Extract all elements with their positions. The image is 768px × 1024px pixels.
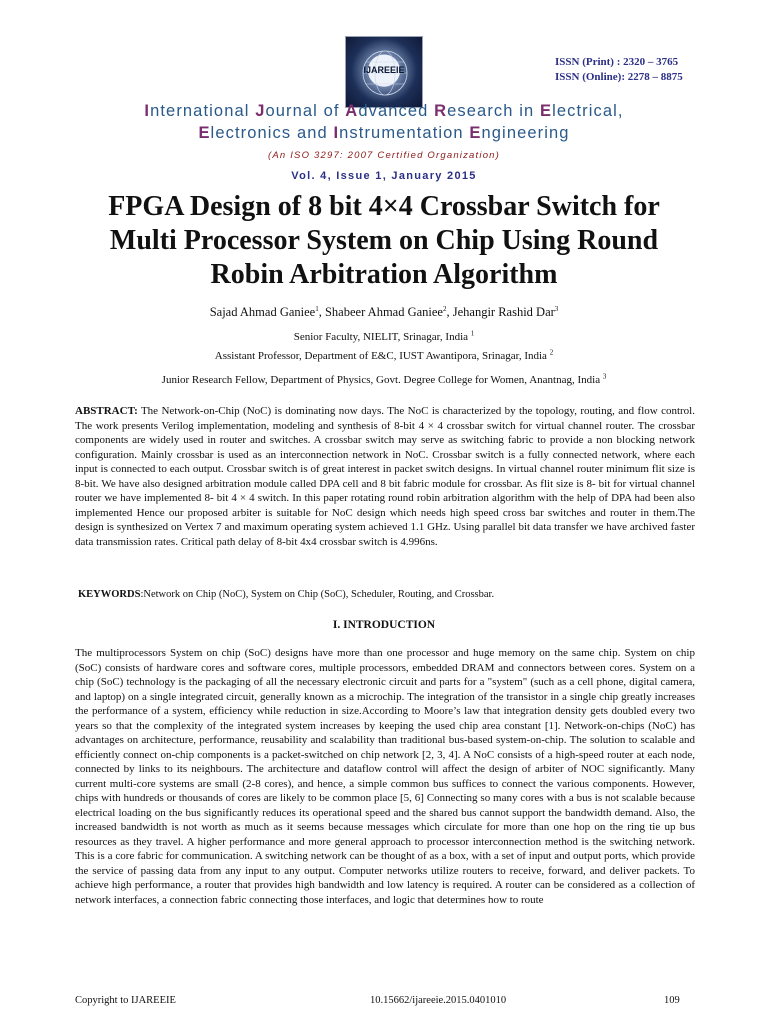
journal-title-initial: R bbox=[434, 102, 448, 120]
paper-title-line: Multi Processor System on Chip Using Round bbox=[109, 225, 659, 256]
issn-online: ISSN (Online): 2278 – 8875 bbox=[555, 71, 683, 83]
journal-title-initial: I bbox=[144, 102, 151, 120]
affiliation-sup: 2 bbox=[549, 348, 554, 357]
author-name: Shabeer Ahmad Ganiee bbox=[324, 305, 443, 319]
affiliation bbox=[40, 374, 728, 386]
journal-title-initial: J bbox=[255, 102, 266, 120]
paper-title-line: FPGA Design of 8 bit 4×4 Crossbar Switch for bbox=[108, 191, 660, 222]
affiliation-text: Assistant Professor, Department of E&C, IUST Awantipora, Srinagar, India bbox=[214, 350, 550, 362]
journal-title-initial: E bbox=[198, 124, 211, 142]
paper-title-line: Robin Arbitration Algorithm bbox=[210, 259, 558, 290]
issn-print: ISSN (Print) : 2320 – 3765 bbox=[555, 56, 679, 68]
section-heading: I. INTRODUCTION bbox=[332, 619, 436, 631]
page-number: 109 bbox=[664, 995, 680, 1006]
journal-title-initial: E bbox=[469, 124, 482, 142]
affiliation-text: Senior Faculty, NIELIT, Srinagar, India bbox=[293, 331, 471, 343]
abstract-text: The Network-on-Chip (NoC) is dominating now days. The NoC is characterized by the topology, routing, and flow control. The work presents Verilog implementation, modeling and synthesis of 8-bit 4 × 4 crossbar switch for virtual channel router. The crossbar components are widely used in router and switches. A crossbar switch may serve as switching fabric to provide a non blocking network configuration. Mainly crossbar is used as an interconnection network in NoC. Crossbar switch is a fully connected network, where each input is connected to each output. Crossbar switch is of great interest in packet switch designs. In virtual channel router minimum flit size is 8-bit. We have also designed arbitration module called DPA cell and 8 bit fabric module for crossbar. As flit size is 8- bit for virtual channel router we have implemented 8- bit 4 × 4 switch. In this paper rotating round robin arbitration algorithm with the help of DPA had been also implemented Hence our proposed arbiter is suitable for NoC design which needs high speed cross bar switches and router in them.The design is synthesized on Vertex 7 and maximum operating system achieved 1.1 GHz. Using parallel bit data transfer we have archived faster data transmission rates. Critical path delay of 8-bit 4x4 crossbar switch is 4.996ns. bbox=[75, 405, 695, 548]
journal-title-initial: E bbox=[539, 102, 553, 120]
issn-block bbox=[555, 55, 735, 85]
author-name: Jehangir Rashid Dar bbox=[452, 305, 555, 319]
author-name: Sajad Ahmad Ganiee bbox=[209, 305, 316, 319]
section-body: The multiprocessors System on chip (SoC) designs have more than one processor and huge memory on the same chip. System on chip (SoC) consists of hardware cores and software cores, multiple processors, embedded DRAM and connectors between cores. System on a chip (SoC) technology is the packaging of all the necessary electronic circuit and parts for a "system" (such as a cell phone, digital camera, and laptop) on a single integrated circuit, generally known as a microchip. The integration of the transistor in a single chip greatly increases the performance of a system, efficiency while reduction in size.According to Moore’s law that integration density gets doubled every two years so that the complexity of the integrated system increases by keeping the used chip area constant [1]. Network-on-chips (NoC) has advantages on architecture, performance, reusability and scalability than traditional bus-based system-on-chip. The solution to scalable and efficiently connect on-chip components is a packet-switched on chip network [2, 3, 4]. A NoC consists of a high-speed router at each node, connected by links to its neighbours. The architecture and dataflow control will affect the design of arbiter of NOC significantly. Many current multi-core systems are small (2-8 cores), and hence, a simple common bus suffices to connect the various components. However, chips with hundreds or thousands of cores are likely to be common place [5, 6] Connecting so many cores with a bus is not scalable because electrical loading on the bus significantly reduces its operational speed and the shared bus cannot support the bandwidth demand. Also, the increased bandwidth is not worth as much as it seems because messages which circulate for more than one hop on the ring tie up bus resources as they travel. A higher performance and more general approach to processor interconnection method is the switching network. This is a core fabric for communication. A switching network can be thought of as a box, with a set of input and output ports, which provide the service of passing data from any input to any output. Computer networks utilize routers to receive, forward, and deliver packets. To achieve high performance, a router that provides high bandwidth and low latency is required. A router can be considered as a collection of network interfaces, a connection fabric connecting those interfaces, and logic that determines how to route bbox=[75, 647, 695, 906]
journal-title-initial: I bbox=[333, 124, 340, 142]
affiliation-text: Junior Research Fellow, Department of Physics, Govt. Degree College for Women, Anantnag, India bbox=[161, 374, 603, 386]
author-list: Sajad Ahmad Ganiee$^1$, Shabeer Ahmad Ganiee$^2$, Jehangir Rashid Dar$^3$ bbox=[209, 304, 559, 319]
author-sup: 1 bbox=[315, 304, 319, 313]
journal-title-line2: Electronics and Instrumentation Engineering bbox=[198, 124, 570, 142]
keywords-text: :Network on Chip (NoC), System on Chip (SoC), Scheduler, Routing, and Crossbar. bbox=[140, 589, 495, 600]
volume-issue: Vol. 4, Issue 1, January 2015 bbox=[291, 170, 477, 182]
paper-title bbox=[40, 190, 728, 292]
journal-title-line1: International Journal of Advanced Research in Electrical, bbox=[144, 102, 624, 120]
affiliation bbox=[40, 350, 728, 362]
author-sup: 2 bbox=[442, 304, 447, 313]
keywords bbox=[78, 589, 698, 600]
iso-certification: (An ISO 3297: 2007 Certified Organization) bbox=[267, 150, 501, 161]
footer-doi: 10.15662/ijareeie.2015.0401010 bbox=[370, 995, 507, 1006]
affiliation bbox=[40, 331, 728, 343]
logo-label: IJAREEIE bbox=[363, 65, 405, 75]
journal-title bbox=[40, 100, 728, 144]
abstract bbox=[75, 404, 695, 549]
footer-copyright: Copyright to IJAREEIE bbox=[75, 995, 176, 1006]
author-sup: 3 bbox=[554, 304, 559, 313]
journal-logo bbox=[345, 36, 423, 108]
journal-title-initial: A bbox=[345, 102, 359, 120]
keywords-label: KEYWORDS bbox=[78, 589, 141, 600]
affiliation-sup: 3 bbox=[602, 372, 607, 381]
affiliation-sup: 1 bbox=[470, 329, 475, 338]
abstract-label: ABSTRACT: bbox=[75, 405, 138, 417]
